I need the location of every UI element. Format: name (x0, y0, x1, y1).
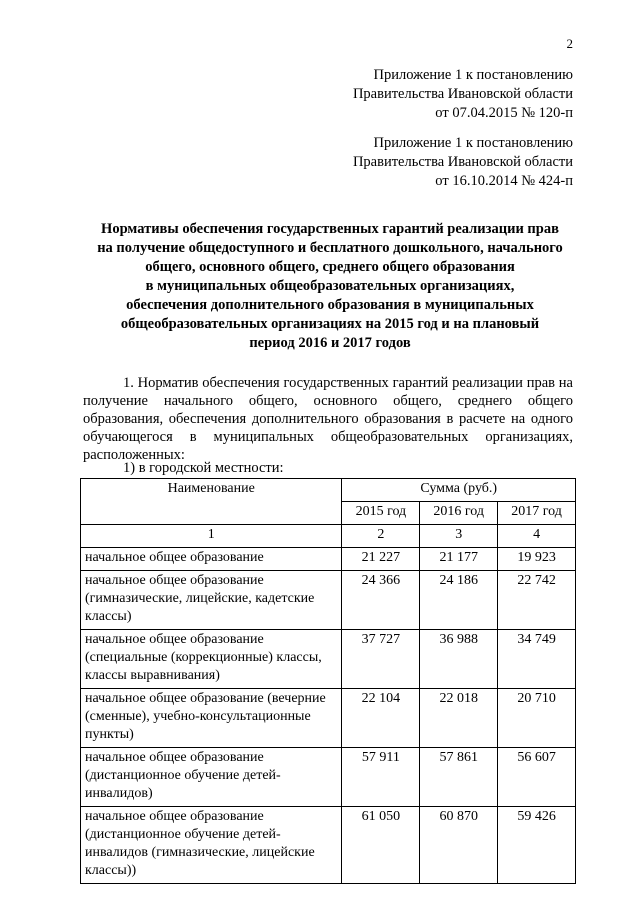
norms-table (80, 478, 576, 884)
row-name: начальное общее образование (дистанционное обучение детей-инвалидов) (81, 748, 342, 807)
column-number: 2 (342, 525, 420, 548)
table-row (81, 807, 576, 884)
value-2017: 59 426 (498, 807, 576, 884)
title-line: общего, основного общего, среднего общего образования (145, 259, 515, 275)
value-2016: 24 186 (420, 571, 498, 630)
value-2016: 22 018 (420, 689, 498, 748)
value-2017: 56 607 (498, 748, 576, 807)
title-line: обеспечения дополнительного образования в муниципальных (126, 297, 534, 313)
document-title (60, 220, 600, 353)
section-1-paragraph (83, 374, 573, 464)
appendix-date: от 07.04.2015 № 120-п (435, 105, 573, 121)
value-2016: 36 988 (420, 630, 498, 689)
column-numbers-row (81, 525, 576, 548)
title-line: на получение общедоступного и бесплатного дошкольного, начального (97, 240, 563, 256)
title-line: период 2016 и 2017 годов (249, 335, 411, 351)
page-number: 2 (566, 36, 573, 51)
row-name: начальное общее образование (81, 548, 342, 571)
title-line: общеобразовательных организациях на 2015 год и на плановый (120, 316, 540, 332)
value-2015: 57 911 (342, 748, 420, 807)
value-2017: 19 923 (498, 548, 576, 571)
row-name: начальное общее образование (специальные (коррекционные) классы, классы выравнивания) (81, 630, 342, 689)
appendix-line: Приложение 1 к постановлению (373, 67, 573, 83)
appendix-line: Правительства Ивановской области (352, 154, 573, 170)
value-2015: 21 227 (342, 548, 420, 571)
value-2017: 34 749 (498, 630, 576, 689)
appendix-line: Правительства Ивановской области (352, 86, 573, 102)
value-2016: 57 861 (420, 748, 498, 807)
value-2017: 20 710 (498, 689, 576, 748)
value-2015: 24 366 (342, 571, 420, 630)
column-number: 4 (498, 525, 576, 548)
title-line: Нормативы обеспечения государственных гарантий реализации прав (101, 221, 559, 237)
header-year-2016: 2016 год (420, 502, 498, 525)
header-name: Наименование (81, 479, 342, 525)
value-2015: 37 727 (342, 630, 420, 689)
header-year-2017: 2017 год (498, 502, 576, 525)
value-2015: 22 104 (342, 689, 420, 748)
value-2017: 22 742 (498, 571, 576, 630)
value-2016: 21 177 (420, 548, 498, 571)
appendix-line: Приложение 1 к постановлению (373, 135, 573, 151)
row-name: начальное общее образование (вечерние (сменные), учебно-консультационные пункты) (81, 689, 342, 748)
header-sum: Сумма (руб.) (342, 479, 576, 502)
header-row (81, 479, 576, 502)
appendix-header-current (353, 66, 573, 123)
table-row (81, 689, 576, 748)
column-number: 3 (420, 525, 498, 548)
value-2015: 61 050 (342, 807, 420, 884)
header-year-2015: 2015 год (342, 502, 420, 525)
table-row (81, 748, 576, 807)
table-row (81, 630, 576, 689)
row-name: начальное общее образование (гимназические, лицейские, кадетские классы) (81, 571, 342, 630)
table-row (81, 571, 576, 630)
appendix-header-previous (353, 134, 573, 191)
paragraph-text: 1. Норматив обеспечения государственных гарантий реализации прав на получение начального общего, основного общего, среднего общего образования, обеспечения дополнительного образования в расчете на одного обучающегося в муниципальных общеобразовательных организациях, расположенных: (83, 375, 573, 463)
column-number: 1 (81, 525, 342, 548)
table-row (81, 548, 576, 571)
appendix-date: от 16.10.2014 № 424-п (435, 173, 573, 189)
value-2016: 60 870 (420, 807, 498, 884)
title-line: в муниципальных общеобразовательных организациях, (145, 278, 515, 294)
subheading-urban: 1) в городской местности: (123, 460, 284, 476)
row-name: начальное общее образование (дистанционное обучение детей-инвалидов (гимназические, лицейские классы)) (81, 807, 342, 884)
